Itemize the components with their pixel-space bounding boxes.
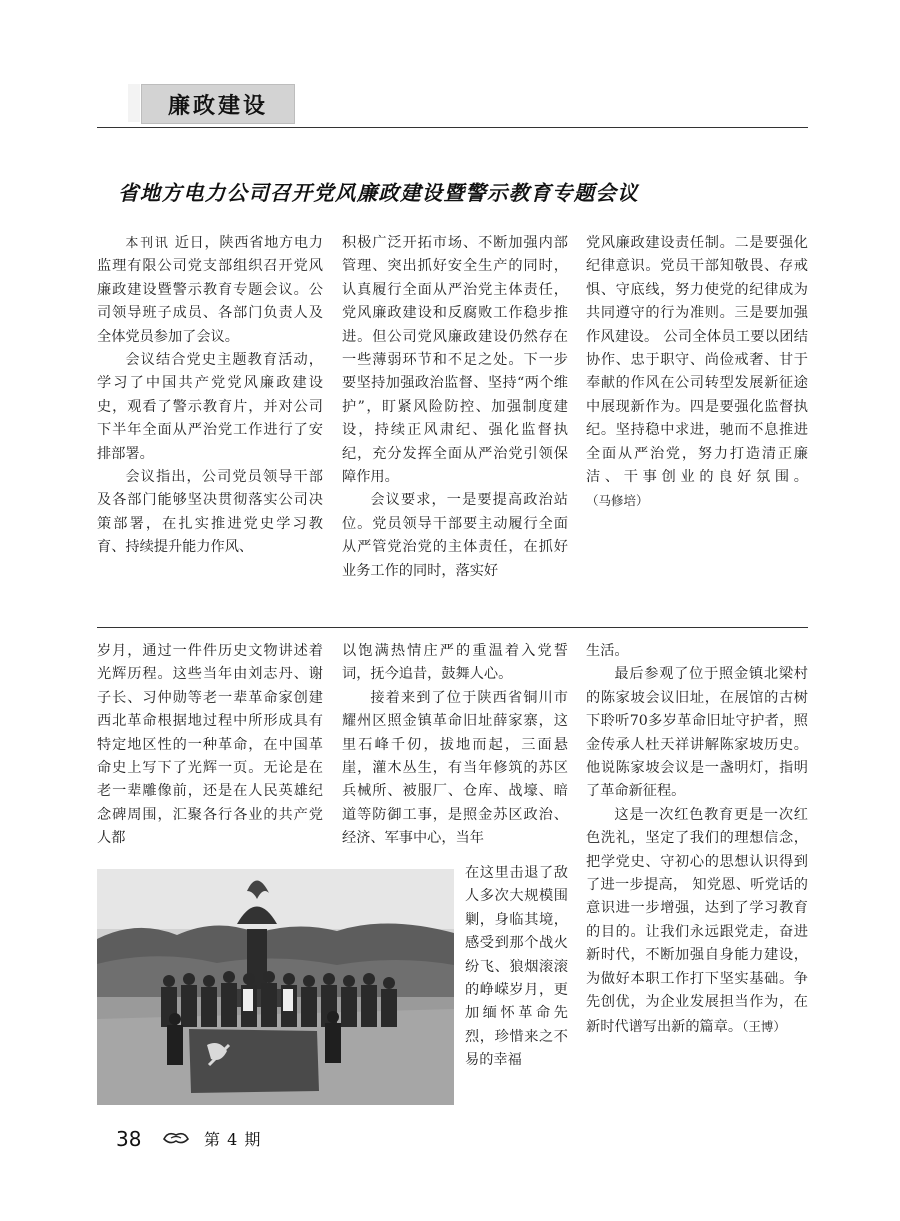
article1-paragraph-2: 会议结合党史主题教育活动，学习了中国共产党党风廉政建设史，观看了警示教育片，并对公司下半年全面从严治党工作进行了安排部署。 xyxy=(97,352,323,462)
article2-column-3 xyxy=(586,640,808,1090)
article1-lead: 本刊讯 xyxy=(125,236,170,251)
article2-text-3c: 这是一次红色教育更是一次红色洗礼，坚定了我们的理想信念，把学党史、守初心的思想认识得到了进一步提高， 知党恩、听党话的意识进一步增强，达到了学习教育的目的。让我们永远跟党走，奋进新时代，不断加强自身能力建设，为做好本职工作打下坚实基础。争先创优，为企业发展担当作为，在新时代谱写出新的篇章。（王博） xyxy=(586,806,808,1035)
article1-byline: （马修培） xyxy=(586,493,649,509)
article2-text-3a: 生活。 xyxy=(586,643,629,659)
article-title: 省地方电力公司召开党风廉政建设暨警示教育专题会议 xyxy=(118,181,639,205)
article1-paragraph-4b: 党风廉政建设责任制。二是要强化纪律意识。党员干部知敬畏、存戒惧、守底线，努力使党的纪律成为共同遵守的行为准则。三是要加强作风建设。 公司全体员工要以团结协作、忠于职守、尚俭戒奢、甘于奉献的作风在公司转型发展新征途中展现新作为。四是要强化监督执纪。坚持稳中求进，驰而不息推进全面从严治党，努力打造清正廉洁、干事创业的良好氛围。（马修培） xyxy=(586,235,808,509)
decorative-scroll-icon xyxy=(162,1129,190,1147)
article1-paragraph-3a: 会议指出，公司党员领导干部及各部门能够坚决贯彻落实公司决策部署，在扎实推进党史学习教育、持续提升能力作风、 xyxy=(97,469,323,556)
article1-column-1 xyxy=(97,232,323,622)
top-rule xyxy=(97,127,808,128)
middle-rule xyxy=(97,627,808,628)
article1-paragraph-4a: 会议要求，一是要提高政治站位。党员领导干部要主动履行全面从严管党治党的主体责任，在抓好业务工作的同时，落实好 xyxy=(342,492,568,579)
article2-column-2-narrow xyxy=(465,862,568,1107)
article2-text-3b: 最后参观了位于照金镇北梁村的陈家坡会议旧址，在展馆的古树下聆听70多岁革命旧址守护者，照金传承人杜天祥讲解陈家坡历史。他说陈家坡会议是一盏明灯，指明了革命新征程。 xyxy=(586,666,808,800)
issue-number: 第 4 期 xyxy=(204,1130,262,1149)
article1-column-2 xyxy=(342,232,568,622)
section-tab xyxy=(141,84,295,124)
group-photo xyxy=(97,869,454,1105)
section-label: 廉政建设 xyxy=(167,93,268,119)
article1-column-3 xyxy=(586,232,808,622)
article2-text-2a: 以饱满热情庄严的重温着入党誓词，抚今追昔，鼓舞人心。 xyxy=(342,643,568,683)
article2-column-1 xyxy=(97,640,323,865)
article2-column-2 xyxy=(342,640,568,862)
article2-text-2c: 在这里击退了敌人多次大规模围剿，身临其境，感受到那个战火纷飞、狼烟滚滚的峥嵘岁月，更加缅怀革命先烈，珍惜来之不易的幸福 xyxy=(465,865,568,1069)
article2-text-2b: 接着来到了位于陕西省铜川市耀州区照金镇革命旧址薛家寨，这里石峰千仞，拔地而起，三面悬崖，灌木丛生，有当年修筑的苏区兵械所、被服厂、仓库、战壕、暗道等防御工事，是照金苏区政治、经济、军事中心，当年 xyxy=(342,689,568,847)
article2-byline: （王博） xyxy=(742,1018,786,1034)
article1-paragraph-3b: 积极广泛开拓市场、不断加强内部管理、突出抓好安全生产的同时，认真履行全面从严治党主体责任，党风廉政建设和反腐败工作稳步推进。但公司党风廉政建设仍然存在一些薄弱环节和不足之处。下一步要坚持加强政治监督、坚持“两个维护”，盯紧风险防控、加强制度建设，持续正风肃纪、强化监督执纪，充分发挥全面从严治党引领保障作用。 xyxy=(342,235,568,486)
page-number: 38 xyxy=(116,1127,142,1151)
article1-paragraph-1: 本刊讯 近日，陕西省地方电力监理有限公司党支部组织召开党风廉政建设暨警示教育专题会议。公司领导班子成员、各部门负责人及全体党员参加了会议。 xyxy=(97,235,323,345)
section-tab-notch xyxy=(128,84,140,122)
article2-text-1: 岁月，通过一件件历史文物讲述着光辉历程。这些当年由刘志丹、谢子长、习仲勋等老一辈革命家创建西北革命根据地过程中所形成具有特定地区性的一种革命，在中国革命史上写下了光辉一页。无论是在老一辈雕像前，还是在人民英雄纪念碑周围，汇聚各行各业的共产党人都 xyxy=(97,643,323,847)
